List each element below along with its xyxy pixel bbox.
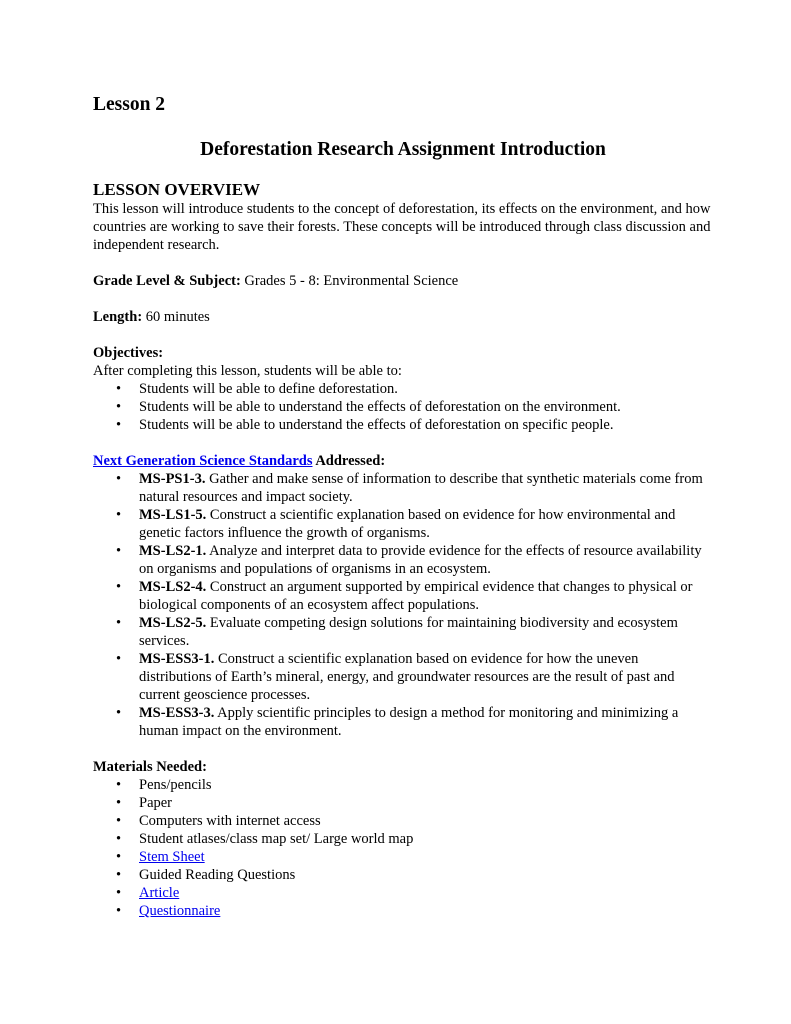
material-text: Paper bbox=[139, 795, 173, 811]
standard-text: Construct a scientific explanation based on evidence for how the uneven distributions of Earth’s mineral, energy, and groundwater resources are the result of past and current geoscience processes. bbox=[139, 651, 675, 703]
bullet-icon: • bbox=[116, 903, 122, 919]
standard-item bbox=[93, 470, 713, 506]
objectives-heading bbox=[93, 344, 713, 362]
material-item bbox=[93, 776, 713, 794]
standard-text: Evaluate competing design solutions for maintaining biodiversity and ecosystem services. bbox=[139, 615, 678, 649]
material-text: Pens/pencils bbox=[139, 777, 212, 793]
material-item bbox=[93, 902, 713, 920]
standard-item bbox=[93, 506, 713, 542]
standard-code: MS-LS1-5. bbox=[139, 507, 207, 523]
bullet-icon: • bbox=[116, 471, 122, 487]
length-line bbox=[93, 308, 713, 326]
materials-heading bbox=[93, 758, 713, 776]
standard-code: MS-ESS3-1. bbox=[139, 651, 215, 667]
standard-item bbox=[93, 650, 713, 704]
material-link[interactable]: Questionnaire bbox=[139, 903, 221, 919]
material-text: Student atlases/class map set/ Large world map bbox=[139, 831, 414, 847]
standards-list bbox=[93, 470, 713, 740]
standard-text: Construct an argument supported by empirical evidence that changes to physical or biological components of an ecosystem affect populations. bbox=[139, 579, 693, 613]
standard-text: Gather and make sense of information to describe that synthetic materials come from natural resources and impact society. bbox=[139, 471, 703, 505]
material-item bbox=[93, 848, 713, 866]
bullet-icon: • bbox=[116, 417, 122, 433]
bullet-icon: • bbox=[116, 651, 122, 667]
bullet-icon: • bbox=[116, 777, 122, 793]
standards-heading-suffix: Addressed: bbox=[312, 453, 386, 469]
ngss-link[interactable]: Next Generation Science Standards bbox=[93, 453, 313, 469]
standard-item bbox=[93, 704, 713, 740]
standard-code: MS-LS2-1. bbox=[139, 543, 207, 559]
materials-heading-text: Materials Needed: bbox=[93, 759, 207, 775]
objective-text: Students will be able to understand the effects of deforestation on specific people. bbox=[139, 417, 614, 433]
standard-code: MS-ESS3-3. bbox=[139, 705, 215, 721]
grade-level-line bbox=[93, 272, 713, 290]
grade-level-label: Grade Level & Subject: bbox=[93, 273, 241, 289]
standard-text: Construct a scientific explanation based on evidence for how environmental and genetic factors influence the growth of organisms. bbox=[139, 507, 676, 541]
standard-code: MS-PS1-3. bbox=[139, 471, 206, 487]
bullet-icon: • bbox=[116, 399, 122, 415]
standard-text: Apply scientific principles to design a method for monitoring and minimizing a human impact on the environment. bbox=[139, 705, 679, 739]
objectives-heading-text: Objectives: bbox=[93, 345, 164, 361]
objective-text: Students will be able to understand the effects of deforestation on the environment. bbox=[139, 399, 621, 415]
bullet-icon: • bbox=[116, 579, 122, 595]
objective-item bbox=[93, 398, 713, 416]
standard-text: Analyze and interpret data to provide evidence for the effects of resource availability on organisms and populations of organisms in an ecosystem. bbox=[139, 543, 702, 577]
bullet-icon: • bbox=[116, 885, 122, 901]
standard-code: MS-LS2-5. bbox=[139, 615, 207, 631]
bullet-icon: • bbox=[116, 831, 122, 847]
document-body bbox=[93, 93, 713, 920]
objective-text: Students will be able to define deforestation. bbox=[139, 381, 398, 397]
standard-item bbox=[93, 542, 713, 578]
overview-heading: LESSON OVERVIEW bbox=[93, 180, 261, 199]
material-text: Guided Reading Questions bbox=[139, 867, 296, 883]
material-text: Computers with internet access bbox=[139, 813, 321, 829]
material-item bbox=[93, 884, 713, 902]
objective-item bbox=[93, 380, 713, 398]
length-value: 60 minutes bbox=[142, 309, 210, 325]
material-item bbox=[93, 866, 713, 884]
bullet-icon: • bbox=[116, 507, 122, 523]
lesson-heading: Lesson 2 bbox=[93, 94, 166, 115]
standard-item bbox=[93, 614, 713, 650]
standards-heading bbox=[93, 452, 713, 470]
overview-text: This lesson will introduce students to the concept of deforestation, its effects on the environment, and how countries are working to save their forests. These concepts will be introduced through class discussion and independent research. bbox=[93, 201, 711, 253]
standard-item bbox=[93, 578, 713, 614]
bullet-icon: • bbox=[116, 705, 122, 721]
objectives-section bbox=[93, 344, 713, 434]
bullet-icon: • bbox=[116, 867, 122, 883]
bullet-icon: • bbox=[116, 849, 122, 865]
bullet-icon: • bbox=[116, 795, 122, 811]
materials-section bbox=[93, 758, 713, 920]
document-title: Deforestation Research Assignment Introduction bbox=[200, 139, 606, 160]
material-item bbox=[93, 794, 713, 812]
standards-section bbox=[93, 452, 713, 740]
bullet-icon: • bbox=[116, 615, 122, 631]
objectives-intro: After completing this lesson, students will be able to: bbox=[93, 363, 402, 379]
material-item bbox=[93, 812, 713, 830]
material-link[interactable]: Stem Sheet bbox=[139, 849, 205, 865]
objectives-list bbox=[93, 380, 713, 434]
materials-list bbox=[93, 776, 713, 920]
length-label: Length: bbox=[93, 309, 143, 325]
standard-code: MS-LS2-4. bbox=[139, 579, 207, 595]
bullet-icon: • bbox=[116, 813, 122, 829]
material-link[interactable]: Article bbox=[139, 885, 180, 901]
material-item bbox=[93, 830, 713, 848]
objective-item bbox=[93, 416, 713, 434]
bullet-icon: • bbox=[116, 543, 122, 559]
bullet-icon: • bbox=[116, 381, 122, 397]
grade-level-value: Grades 5 - 8: Environmental Science bbox=[240, 273, 459, 289]
